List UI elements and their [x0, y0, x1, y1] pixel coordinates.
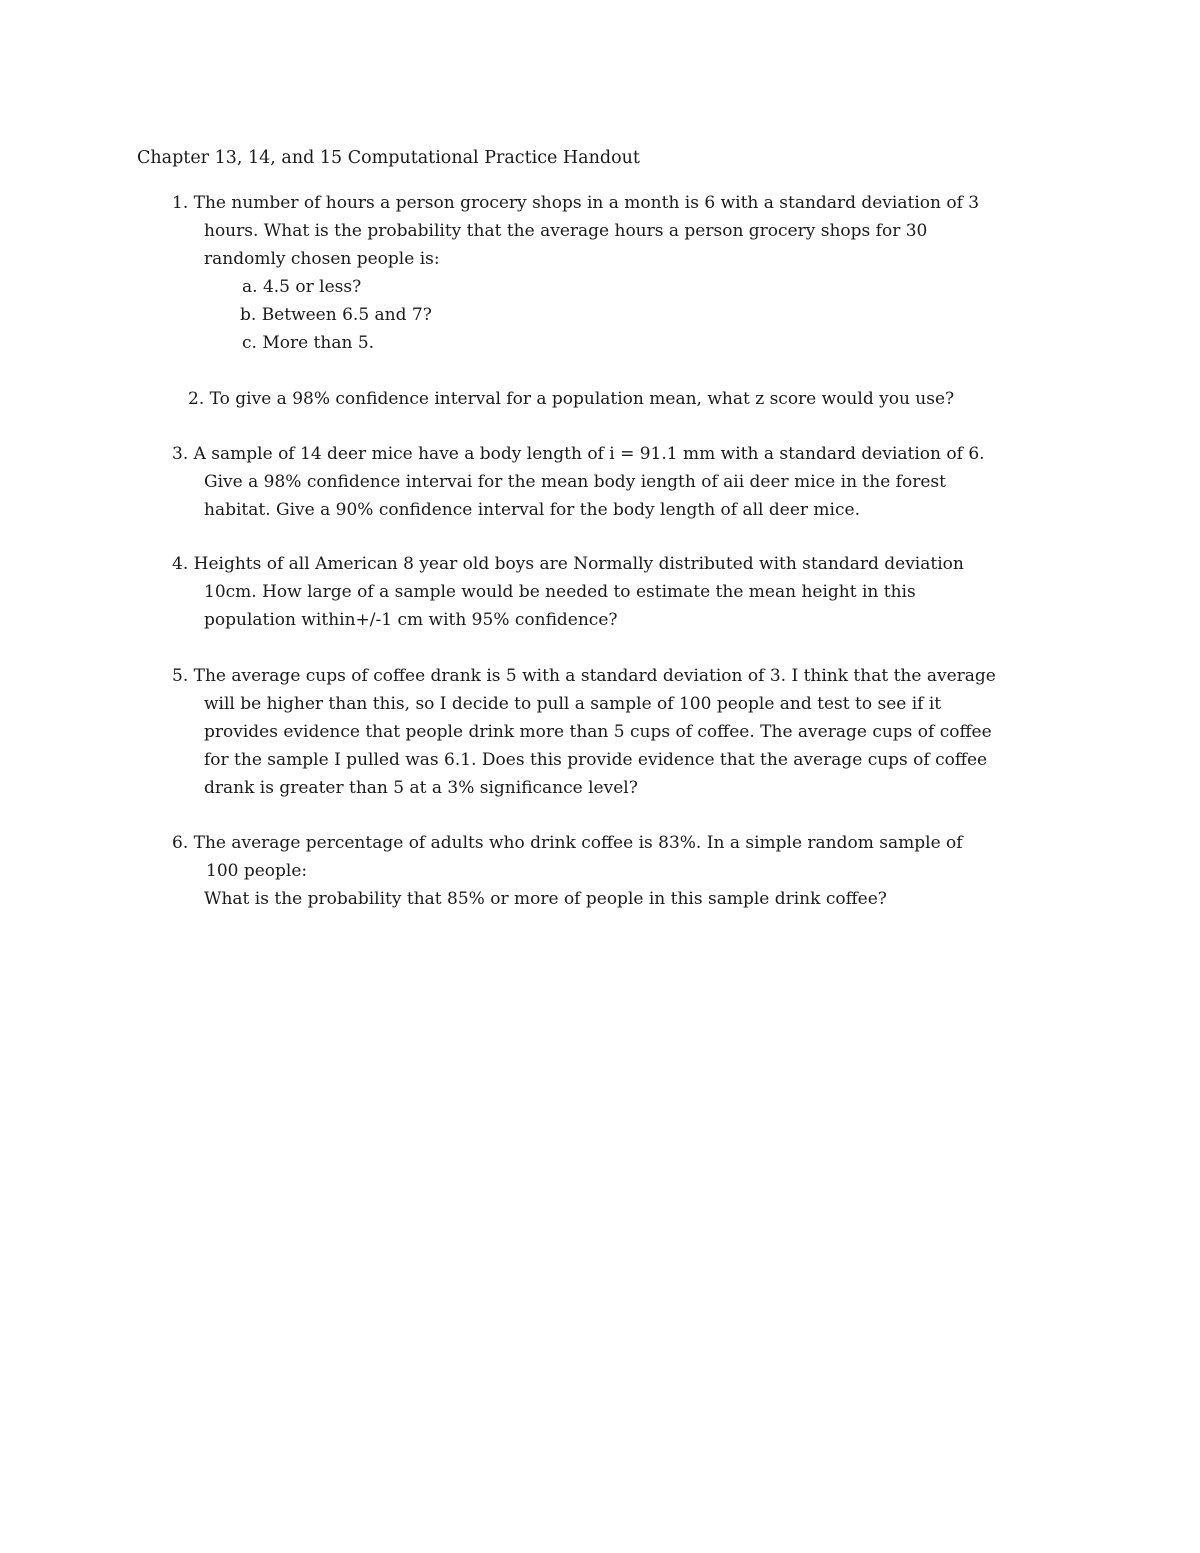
question-5-line-2: will be higher than this, so I decide to pull a sample of 100 people and test to see if it	[204, 694, 942, 714]
question-1-part-c: c. More than 5.	[242, 333, 375, 353]
question-3-line-2: Give a 98% confidence intervai for the mean body iength of aii deer mice in the forest	[204, 472, 946, 492]
question-1-line-1: 1. The number of hours a person grocery shops in a month is 6 with a standard deviation of 3	[172, 193, 980, 213]
question-3-line-3: habitat. Give a 90% confidence interval for the body length of all deer mice.	[204, 500, 860, 520]
question-1-line-2: hours. What is the probability that the average hours a person grocery shops for 30	[204, 221, 928, 241]
question-5-line-5: drank is greater than 5 at a 3% significance level?	[204, 778, 638, 798]
question-1-part-a: a. 4.5 or less?	[242, 277, 362, 297]
question-2-line-1: 2. To give a 98% confidence interval for a population mean, what z score would you use?	[188, 389, 955, 409]
question-4-line-2: 10cm. How large of a sample would be needed to estimate the mean height in this	[204, 582, 916, 602]
question-6-line-3: What is the probability that 85% or more of people in this sample drink coffee?	[204, 889, 887, 909]
question-4-line-3: population within+/-1 cm with 95% confidence?	[204, 610, 618, 630]
question-5-line-4: for the sample I pulled was 6.1. Does this provide evidence that the average cups of coffee	[204, 750, 988, 770]
question-5-line-3: provides evidence that people drink more than 5 cups of coffee. The average cups of coffee	[204, 722, 992, 742]
question-5-line-1: 5. The average cups of coffee drank is 5 with a standard deviation of 3. I think that the average	[172, 666, 996, 686]
question-1-part-b: b. Between 6.5 and 7?	[240, 305, 432, 325]
question-6-line-1: 6. The average percentage of adults who drink coffee is 83%. In a simple random sample of	[172, 833, 963, 853]
question-1-line-3: randomly chosen people is:	[204, 249, 440, 269]
question-3-line-1: 3. A sample of 14 deer mice have a body length of i = 91.1 mm with a standard deviation of 6.	[172, 444, 985, 464]
question-4-line-1: 4. Heights of all American 8 year old boys are Normally distributed with standard deviation	[172, 554, 964, 574]
question-6-line-2: 100 people:	[206, 861, 308, 881]
document-title: Chapter 13, 14, and 15 Computational Practice Handout	[137, 148, 640, 168]
